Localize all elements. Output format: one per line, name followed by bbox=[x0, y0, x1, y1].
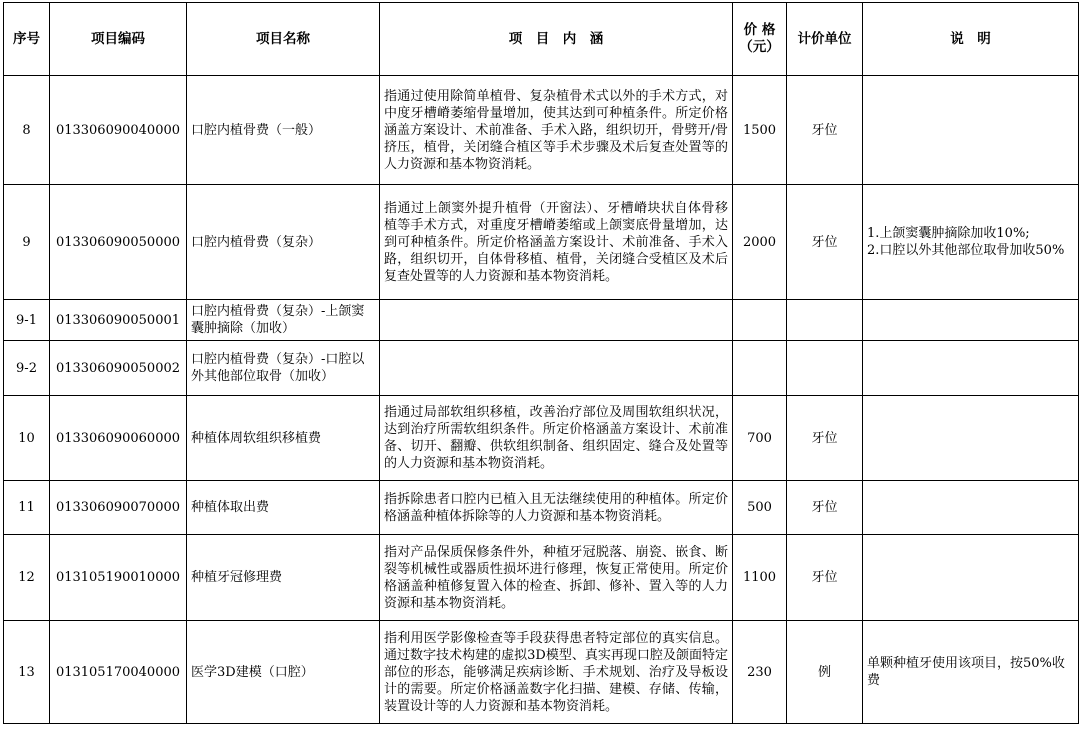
cell-note: 1.上颌窦囊肿摘除加收10%; 2.口腔以外其他部位取骨加收50% bbox=[863, 185, 1079, 300]
cell-seq: 8 bbox=[4, 76, 50, 185]
cell-note bbox=[863, 396, 1079, 481]
header-seq: 序号 bbox=[4, 3, 50, 76]
cell-code: 013306090050002 bbox=[50, 341, 187, 396]
cell-note bbox=[863, 481, 1079, 535]
cell-content: 指拆除患者口腔内已植入且无法继续使用的种植体。所定价格涵盖种植体拆除等的人力资源和基本物资消耗。 bbox=[380, 481, 733, 535]
cell-note bbox=[863, 341, 1079, 396]
cell-name: 口腔内植骨费（一般） bbox=[187, 76, 380, 185]
cell-unit: 牙位 bbox=[787, 535, 863, 621]
cell-unit: 牙位 bbox=[787, 185, 863, 300]
cell-code: 013306090050000 bbox=[50, 185, 187, 300]
table-row bbox=[4, 300, 1079, 341]
cell-code: 013105190010000 bbox=[50, 535, 187, 621]
cell-seq: 12 bbox=[4, 535, 50, 621]
cell-unit: 牙位 bbox=[787, 481, 863, 535]
table-row bbox=[4, 341, 1079, 396]
cell-price: 700 bbox=[733, 396, 787, 481]
cell-seq: 11 bbox=[4, 481, 50, 535]
cell-name: 种植体取出费 bbox=[187, 481, 380, 535]
cell-code: 013306090040000 bbox=[50, 76, 187, 185]
cell-content: 指利用医学影像检查等手段获得患者特定部位的真实信息。通过数字技术构建的虚拟3D模型、真实再现口腔及颌面特定部位的形态，能够满足疾病诊断、手术规划、治疗及导板设计的需要。所定价格涵盖数字化扫描、建模、存储、传输，装置设计等的人力资源和基本物资消耗。 bbox=[380, 621, 733, 724]
cell-name: 种植牙冠修理费 bbox=[187, 535, 380, 621]
cell-unit: 牙位 bbox=[787, 76, 863, 185]
cell-name: 口腔内植骨费（复杂） bbox=[187, 185, 380, 300]
cell-price bbox=[733, 300, 787, 341]
table-row bbox=[4, 396, 1079, 481]
cell-unit: 例 bbox=[787, 621, 863, 724]
cell-name: 口腔内植骨费（复杂）-口腔以外其他部位取骨（加收） bbox=[187, 341, 380, 396]
cell-price bbox=[733, 341, 787, 396]
cell-price: 500 bbox=[733, 481, 787, 535]
header-price: 价 格 （元） bbox=[733, 3, 787, 76]
table-row bbox=[4, 621, 1079, 724]
table-row bbox=[4, 185, 1079, 300]
cell-note bbox=[863, 76, 1079, 185]
cell-price: 1100 bbox=[733, 535, 787, 621]
table-row bbox=[4, 76, 1079, 185]
cell-price: 230 bbox=[733, 621, 787, 724]
header-code: 项目编码 bbox=[50, 3, 187, 76]
table-row bbox=[4, 535, 1079, 621]
cell-seq: 9 bbox=[4, 185, 50, 300]
cell-content bbox=[380, 300, 733, 341]
cell-content: 指对产品保质保修条件外，种植牙冠脱落、崩瓷、嵌食、断裂等机械性或器质性损坏进行修理，恢复正常使用。所定价格涵盖种植修复置入体的检查、拆卸、修补、置入等的人力资源和基本物资消耗。 bbox=[380, 535, 733, 621]
header-name: 项目名称 bbox=[187, 3, 380, 76]
cell-content: 指通过局部软组织移植，改善治疗部位及周围软组织状况，达到治疗所需软组织条件。所定价格涵盖方案设计、术前准备、切开、翻瓣、供软组织制备、组织固定、缝合及处置等的人力资源和基本物资消耗。 bbox=[380, 396, 733, 481]
header-note: 说 明 bbox=[863, 3, 1079, 76]
cell-seq: 9-2 bbox=[4, 341, 50, 396]
cell-seq: 10 bbox=[4, 396, 50, 481]
header-unit: 计价单位 bbox=[787, 3, 863, 76]
cell-content bbox=[380, 341, 733, 396]
cell-unit bbox=[787, 341, 863, 396]
header-content: 项 目 内 涵 bbox=[380, 3, 733, 76]
cell-note: 单颗种植牙使用该项目，按50%收费 bbox=[863, 621, 1079, 724]
cell-code: 013105170040000 bbox=[50, 621, 187, 724]
cell-price: 2000 bbox=[733, 185, 787, 300]
cell-code: 013306090060000 bbox=[50, 396, 187, 481]
cell-name: 医学3D建模（口腔） bbox=[187, 621, 380, 724]
cell-seq: 9-1 bbox=[4, 300, 50, 341]
table-row bbox=[4, 481, 1079, 535]
cell-unit: 牙位 bbox=[787, 396, 863, 481]
price-table bbox=[3, 2, 1079, 724]
cell-name: 种植体周软组织移植费 bbox=[187, 396, 380, 481]
cell-note bbox=[863, 535, 1079, 621]
cell-note bbox=[863, 300, 1079, 341]
cell-name: 口腔内植骨费（复杂）-上颌窦囊肿摘除（加收） bbox=[187, 300, 380, 341]
cell-content: 指通过上颌窦外提升植骨（开窗法）、牙槽嵴块状自体骨移植等手术方式，对重度牙槽嵴萎缩或上颌窦底骨量增加，达到可种植条件。所定价格涵盖方案设计、术前准备、手术入路，组织切开，自体骨移植、植骨，关闭缝合受植区及术后复查处置等的人力资源和基本物资消耗。 bbox=[380, 185, 733, 300]
header-row bbox=[4, 3, 1079, 76]
cell-content: 指通过使用除简单植骨、复杂植骨术式以外的手术方式，对中度牙槽嵴萎缩骨量增加，使其达到可种植条件。所定价格涵盖方案设计、术前准备、手术入路，组织切开，骨劈开/骨挤压，植骨，关闭缝合植区等手术步骤及术后复查处置等的人力资源和基本物资消耗。 bbox=[380, 76, 733, 185]
cell-seq: 13 bbox=[4, 621, 50, 724]
cell-code: 013306090050001 bbox=[50, 300, 187, 341]
cell-price: 1500 bbox=[733, 76, 787, 185]
cell-code: 013306090070000 bbox=[50, 481, 187, 535]
cell-unit bbox=[787, 300, 863, 341]
